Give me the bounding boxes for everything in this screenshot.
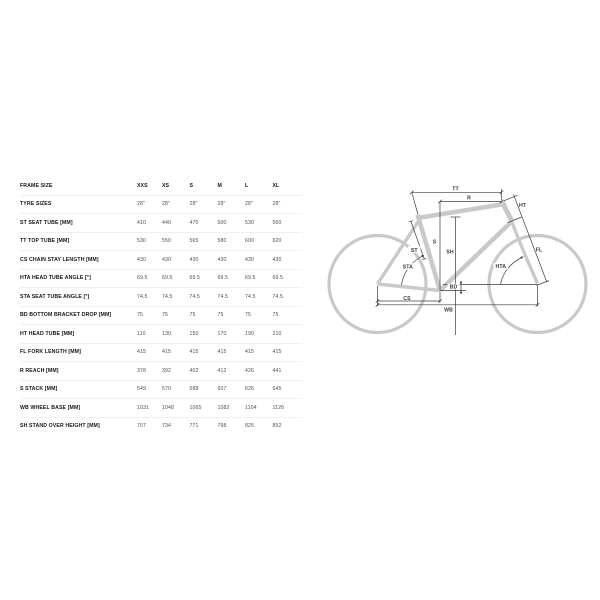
cell-value: 1082 [217,404,230,411]
cell-value: 69.5 [137,275,148,282]
cell-value: 607 [217,386,227,393]
cell-value: 430 [272,256,282,263]
cell-value: 69.5 [162,275,173,282]
cell-value: 549 [137,386,146,393]
cell-value: 75 [245,312,251,319]
table-row [20,381,302,400]
row-label: HT HEAD TUBE [MM] [20,330,75,337]
cell-value: 415 [189,349,199,356]
dim-label-hta: HTA [495,264,507,271]
table-row [20,233,302,252]
table-row [20,196,302,215]
cell-value: 74.5 [217,293,228,300]
cell-value: 415 [245,349,254,356]
cell-value: 430 [217,256,227,263]
dim-label-cs: CS [403,295,411,302]
dim-label-sh: SH [446,249,454,256]
hta-arrowhead [520,256,523,259]
cell-value: 620 [272,238,282,245]
cell-value: 69.5 [245,275,256,282]
cell-value: 74.5 [189,293,200,300]
chain-stay [378,284,441,291]
dim-label-s: S [432,239,437,246]
cell-value: 392 [162,367,171,374]
cell-value: 600 [245,238,254,245]
row-label: WB WHEEL BASE [MM] [20,404,81,411]
row-label: SH STAND OVER HEIGHT [MM] [20,423,100,430]
cell-value: 378 [137,367,146,374]
cell-value: 415 [272,349,282,356]
cell-value: 69.5 [189,275,200,282]
cell-value: 75 [189,312,196,319]
cell-value: 190 [245,330,254,337]
cell-value: 410 [137,219,146,226]
cell-value: 565 [189,238,199,245]
cell-value: 75 [272,312,279,319]
cell-value: 707 [137,423,146,430]
cell-value: 825 [245,423,254,430]
row-label: S STACK [MM] [20,386,58,393]
cell-value: 69.5 [217,275,228,282]
table-row [20,270,302,289]
table-row [20,344,302,363]
cell-value: 645 [272,386,282,393]
dim-label-wb: WB [444,307,453,314]
cell-value: 210 [272,330,282,337]
table-row [20,362,302,381]
column-header-xl: XL [272,182,280,189]
table-row [20,418,302,436]
dim-label-fl: FL [535,247,543,254]
cell-value: 69.5 [272,275,283,282]
cell-value: 852 [272,423,282,430]
column-header-l: L [245,182,249,189]
column-header-xs: XS [162,182,170,189]
row-label: R REACH [MM] [20,367,59,374]
cell-value: 1065 [189,404,202,411]
row-label: ST SEAT TUBE [MM] [20,219,73,226]
cell-value: 430 [162,256,171,263]
row-label: TT TOP TUBE [MM] [20,238,70,245]
fork [512,221,538,284]
cell-value: 170 [217,330,227,337]
row-label: HTA HEAD TUBE ANGLE [°] [20,275,91,282]
seat-tube [418,215,441,291]
frame-tubes [378,201,538,291]
dim-label-ht: HT [518,203,527,209]
top-tube [418,205,502,219]
cell-value: 28" [272,201,281,208]
cell-value: 412 [217,367,227,374]
cell-value: 75 [217,312,224,319]
cell-value: 28" [245,201,253,208]
cell-value: 550 [162,238,171,245]
cell-value: 28" [189,201,198,208]
cell-value: 440 [162,219,171,226]
cell-value: 441 [272,367,282,374]
cell-value: 402 [189,367,199,374]
dim-label-tt: TT [452,186,459,193]
cell-value: 74.5 [137,293,148,300]
cell-value: 415 [137,349,146,356]
cell-value: 1031 [137,404,149,411]
cell-value: 426 [245,367,254,374]
cell-value: 75 [162,312,168,319]
cell-value: 570 [162,386,171,393]
seatpost-extension-line [412,192,418,214]
table-row [20,251,302,270]
hta-angle-arc [501,258,522,284]
cell-value: 1104 [245,404,257,411]
cell-value: 430 [137,256,146,263]
row-label: FL FORK LENGTH [MM] [20,349,81,356]
cell-value: 798 [217,423,227,430]
down-tube [440,223,511,291]
dim-label-r: R [467,195,471,202]
cell-value: 1048 [162,404,174,411]
cell-value: 110 [137,330,146,337]
column-header-m: M [217,182,222,189]
row-label: CS CHAIN STAY LENGTH [MM] [20,256,99,263]
cell-value: 470 [189,219,199,226]
row-label: BD BOTTOM BRACKET DROP [MM] [20,312,112,319]
geometry-spec-table [20,177,302,435]
table-row [20,288,302,307]
cell-value: 530 [245,219,254,226]
bike-geometry-diagram [325,178,595,340]
cell-value: 415 [162,349,171,356]
cell-value: 74.5 [162,293,173,300]
table-row [20,307,302,326]
dim-label-bd: BD [449,284,458,291]
table-header-row [20,177,302,196]
dim-label-st: ST [410,247,418,254]
cell-value: 626 [245,386,254,393]
cell-value: 28" [137,201,145,208]
cell-value: 74.5 [272,293,283,300]
cell-value: 1126 [272,404,285,411]
head-tube [502,201,512,221]
cell-value: 500 [217,219,227,226]
table-header-label: FRAME SIZE [20,182,53,189]
bd-arrow-top [460,282,463,285]
cell-value: 771 [189,423,199,430]
cell-value: 588 [189,386,199,393]
cell-value: 130 [162,330,171,337]
column-header-s: S [189,182,194,189]
cell-value: 734 [162,423,171,430]
cell-value: 560 [272,219,282,226]
table-row [20,214,302,233]
cell-value: 74.5 [245,293,256,300]
row-label: TYRE SIZES [20,201,52,208]
table-body [20,196,302,436]
table-row [20,325,302,344]
cell-value: 530 [137,238,146,245]
row-label: STA SEAT TUBE ANGLE [°] [20,293,90,300]
cell-value: 75 [137,312,143,319]
dim-label-sta: STA [402,264,413,271]
cell-value: 28" [162,201,170,208]
column-header-xxs: XXS [137,182,148,189]
bd-arrow-bottom [460,291,463,294]
table-row [20,399,302,418]
cell-value: 430 [245,256,254,263]
cell-value: 430 [189,256,199,263]
cell-value: 415 [217,349,227,356]
cell-value: 580 [217,238,227,245]
cell-value: 28" [217,201,226,208]
cell-value: 150 [189,330,199,337]
